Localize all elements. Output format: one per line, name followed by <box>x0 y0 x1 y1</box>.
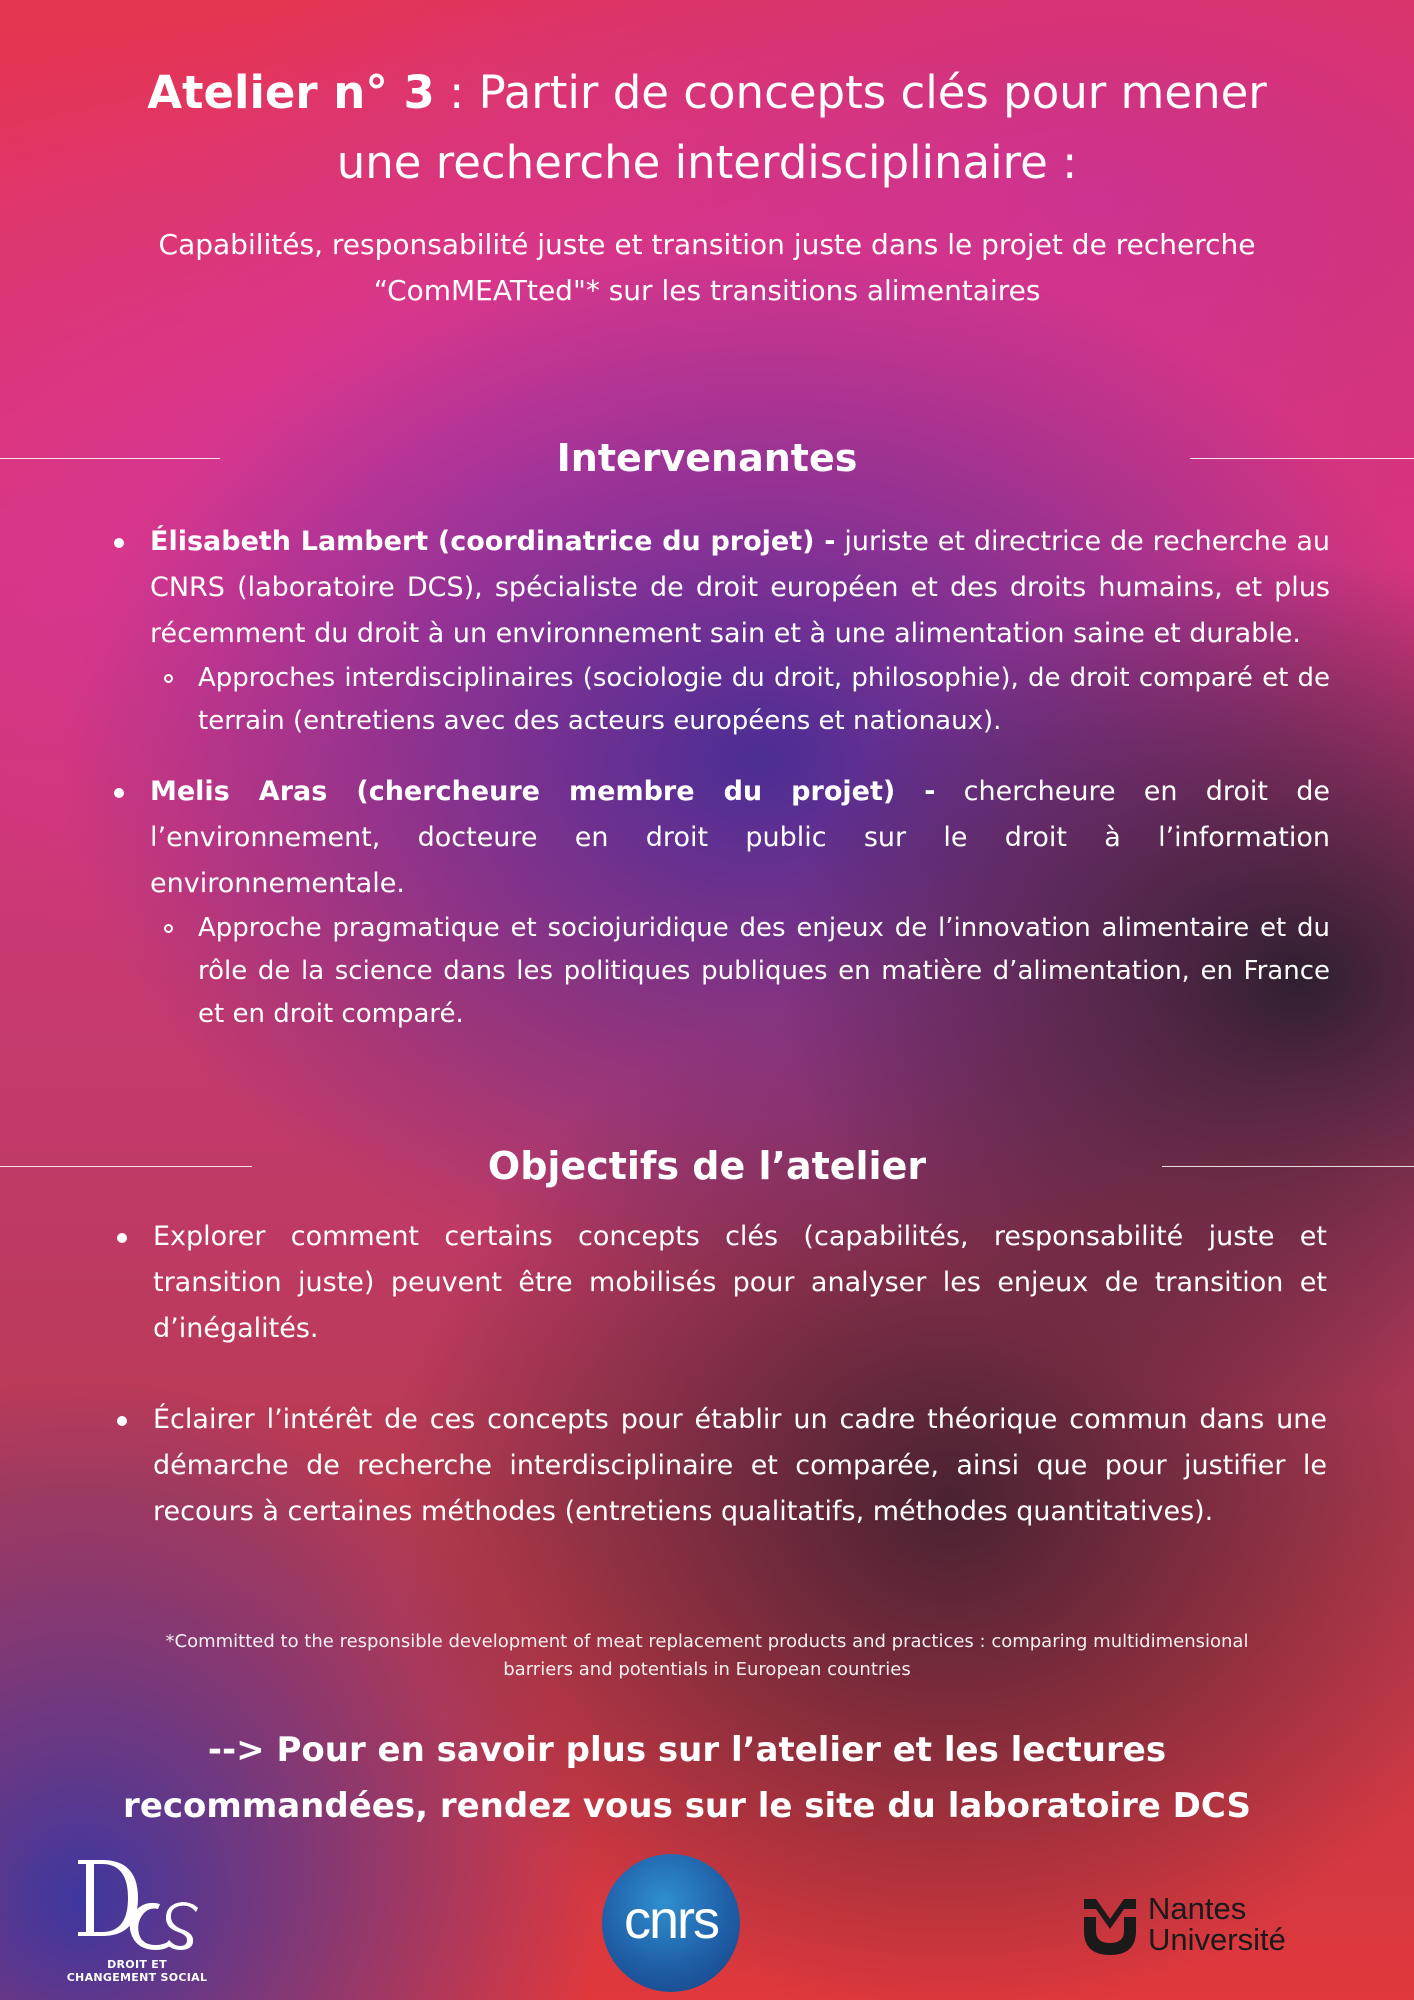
poster-title <box>60 58 1354 198</box>
person-2-description: chercheure en droit de l’environnement, docteure en droit public sur le droit à l’information environnementale. <box>150 776 1330 899</box>
intervenantes-heading: Intervenantes <box>556 436 858 480</box>
person-1-detail-item <box>110 657 1330 743</box>
dcs-caption <box>62 1958 212 1984</box>
nantes-emblem-icon <box>1082 1897 1138 1957</box>
objectif-1 <box>113 1214 1327 1352</box>
bullet-dot-icon <box>117 1416 127 1426</box>
dcs-logo <box>62 1852 212 1987</box>
nantes-line2: Université <box>1148 1922 1286 1957</box>
footnote <box>110 1628 1304 1684</box>
call-to-action <box>60 1722 1314 1834</box>
dcs-caption-line1: DROIT ET <box>107 1958 167 1971</box>
person-1-detail: Approches interdisciplinaires (sociologie du droit, philosophie), de droit comparé et de terrain (entretiens avec des acteurs européens et nationaux). <box>198 663 1330 736</box>
title-bold: Atelier n° 3 <box>147 66 435 119</box>
nantes-line1: Nantes <box>1148 1891 1247 1926</box>
objectifs-header <box>0 1136 1414 1196</box>
dcs-caption-line2: CHANGEMENT SOCIAL <box>66 1971 208 1984</box>
intervenantes-list <box>110 519 1330 1036</box>
sub-bullet-circle-icon <box>164 674 173 683</box>
cnrs-wordmark: cnrs <box>623 1890 718 1950</box>
subtitle-line1: Capabilités, responsabilité juste et transition juste dans le projet de recherche <box>158 228 1256 261</box>
person-2-detail: Approche pragmatique et sociojuridique des enjeux de l’innovation alimentaire et du rôle de la science dans les politiques publiques en matière d’alimentation, en France et en droit comparé. <box>198 913 1330 1029</box>
title-line1: : Partir de concepts clés pour mener <box>434 66 1267 119</box>
dcs-monogram-icon <box>72 1852 202 1956</box>
person-1-name: Élisabeth Lambert (coordinatrice du projet) - <box>150 526 836 557</box>
person-2-name: Melis Aras (chercheure membre du projet) - <box>150 776 936 807</box>
objectif-1-text: Explorer comment certains concepts clés (capabilités, responsabilité juste et transition juste) peuvent être mobilisés pour analyser les enjeux de transition et d’inégalités. <box>153 1221 1327 1344</box>
subtitle-line2: “ComMEATted"* sur les transitions alimentaires <box>373 274 1041 307</box>
poster-subtitle <box>60 222 1354 314</box>
objectifs-heading: Objectifs de l’atelier <box>487 1144 927 1188</box>
intervenantes-header <box>0 428 1414 488</box>
title-line2: une recherche interdisciplinaire : <box>336 136 1078 189</box>
sub-bullet-circle-icon <box>164 924 173 933</box>
objectifs-list <box>113 1214 1327 1535</box>
bullet-dot-icon <box>117 1233 127 1243</box>
person-2 <box>110 769 1330 907</box>
cta-line2: recommandées, rendez vous sur le site du laboratoire DCS <box>123 1786 1251 1826</box>
bullet-dot-icon <box>114 788 124 798</box>
person-2-detail-item <box>110 907 1330 1036</box>
footnote-line1: *Committed to the responsible development of meat replacement products and practices : comparing multidimensional <box>165 1631 1249 1652</box>
objectif-2-text: Éclairer l’intérêt de ces concepts pour établir un cadre théorique commun dans une démarche de recherche interdisciplinaire et comparée, ainsi que pour justifier le recours à certaines méthodes (entretiens qualitatifs, méthodes quantitatives). <box>153 1404 1327 1527</box>
footnote-line2: barriers and potentials in European countries <box>503 1659 911 1680</box>
cnrs-logo <box>602 1854 740 1992</box>
bullet-dot-icon <box>114 538 124 548</box>
nantes-universite-logo <box>1080 1893 1350 1963</box>
person-1-description: juriste et directrice de recherche au CNRS (laboratoire DCS), spécialiste de droit européen et des droits humains, et plus récemment du droit à un environnement sain et à une alimentation saine et durable. <box>150 526 1330 649</box>
objectif-2 <box>113 1397 1327 1535</box>
cta-line1: --> Pour en savoir plus sur l’atelier et les lectures <box>207 1730 1167 1770</box>
person-1 <box>110 519 1330 657</box>
